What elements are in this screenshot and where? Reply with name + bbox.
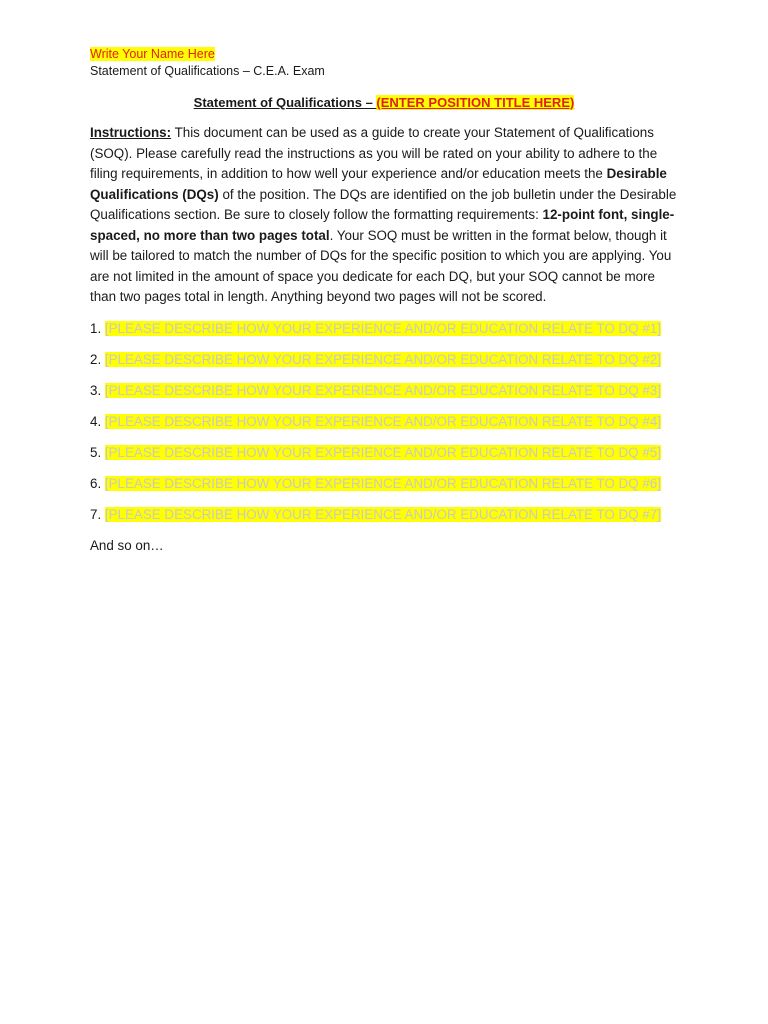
dq-list: [90, 319, 678, 525]
instructions-text-1: This document can be used as a guide to create your Statement of Qualifications (SOQ). Please carefully read the instructions as you will be rated on your ability to adhere to the filing requirements, in addition to how well your experience and/or education meets the: [90, 125, 658, 181]
dq-placeholder[interactable]: [PLEASE DESCRIBE HOW YOUR EXPERIENCE AND/OR EDUCATION RELATE TO DQ #4]: [104, 413, 661, 429]
dq-placeholder[interactable]: [PLEASE DESCRIBE HOW YOUR EXPERIENCE AND/OR EDUCATION RELATE TO DQ #3]: [104, 382, 661, 398]
dq-number: 7.: [90, 506, 105, 522]
dq-item-3: [90, 381, 678, 401]
dq-number: 1.: [90, 320, 105, 336]
position-title-placeholder[interactable]: (ENTER POSITION TITLE HERE): [376, 95, 575, 110]
dq-item-1: [90, 319, 678, 339]
dq-placeholder[interactable]: [PLEASE DESCRIBE HOW YOUR EXPERIENCE AND/OR EDUCATION RELATE TO DQ #5]: [104, 444, 661, 460]
dq-placeholder[interactable]: [PLEASE DESCRIBE HOW YOUR EXPERIENCE AND/OR EDUCATION RELATE TO DQ #7]: [104, 506, 661, 522]
dq-number: 2.: [90, 351, 105, 367]
dq-number: 5.: [90, 444, 105, 460]
name-line: [90, 46, 678, 63]
dq-item-6: [90, 474, 678, 494]
instructions-label: Instructions:: [90, 125, 172, 140]
document-title: [90, 94, 678, 112]
dq-item-4: [90, 412, 678, 432]
title-prefix: Statement of Qualifications –: [193, 95, 377, 110]
instructions-text-2: of the position. The DQs are identified on the job bulletin under the Desirable Qualifications section. Be sure to closely follow the formatting requirements:: [90, 186, 677, 222]
dq-placeholder[interactable]: [PLEASE DESCRIBE HOW YOUR EXPERIENCE AND/OR EDUCATION RELATE TO DQ #6]: [104, 475, 661, 491]
instructions-bold-format: 12-point font, single-spaced, no more than two pages total: [90, 207, 675, 243]
dq-item-7: [90, 505, 678, 525]
dq-placeholder[interactable]: [PLEASE DESCRIBE HOW YOUR EXPERIENCE AND/OR EDUCATION RELATE TO DQ #2]: [104, 351, 661, 367]
dq-item-5: [90, 443, 678, 463]
dq-placeholder[interactable]: [PLEASE DESCRIBE HOW YOUR EXPERIENCE AND/OR EDUCATION RELATE TO DQ #1]: [104, 320, 661, 336]
dq-item-2: [90, 350, 678, 370]
dq-number: 4.: [90, 413, 105, 429]
instructions-text-3: . Your SOQ must be written in the format below, though it will be tailored to match the number of DQs for the specific position to which you are applying. You are not limited in the amount of space you dedicate for each DQ, but your SOQ cannot be more than two pages total in length. Anything beyond two pages will not be scored.: [90, 227, 672, 304]
dq-number: 6.: [90, 475, 105, 491]
dq-number: 3.: [90, 382, 105, 398]
instructions-paragraph: [90, 123, 678, 308]
instructions-bold-dqs: Desirable Qualifications (DQs): [90, 166, 667, 202]
document-subtitle: Statement of Qualifications – C.E.A. Exam: [90, 64, 325, 78]
closing-text: And so on…: [90, 537, 164, 553]
name-placeholder[interactable]: Write Your Name Here: [90, 47, 215, 61]
